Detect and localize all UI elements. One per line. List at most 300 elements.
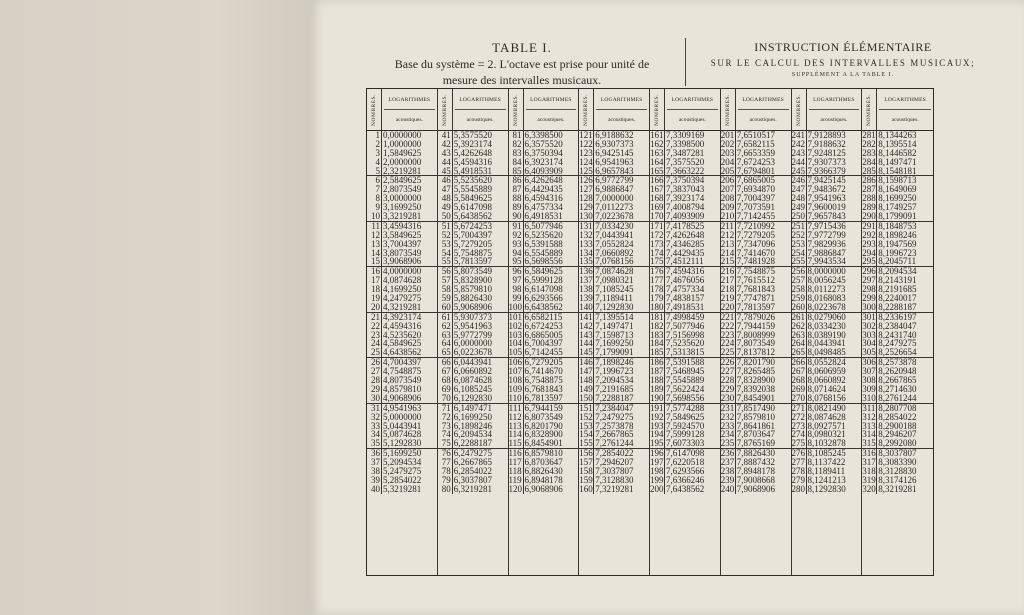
table-row xyxy=(650,485,720,494)
row-block xyxy=(650,449,720,493)
logarithm-cell: 7,3837043 xyxy=(666,185,705,195)
logarithm-cell: 6,4918531 xyxy=(524,212,563,221)
logarithm-cell: 7,2946207 xyxy=(595,458,634,467)
logarithm-cell: 6,2094534 xyxy=(453,430,492,440)
logarithm-cell: 6,8703647 xyxy=(524,458,563,467)
number-cell: 183 xyxy=(650,329,664,340)
number-cell: 106 xyxy=(508,357,522,368)
number-cell: 113 xyxy=(508,420,522,431)
row-block xyxy=(438,131,508,176)
logarithm-cell: 8,0056245 xyxy=(807,276,846,286)
logarithm-cell: 8,2384047 xyxy=(878,321,917,331)
logarithm-cell: 7,7279205 xyxy=(736,230,775,240)
number-cell: 311 xyxy=(862,402,876,413)
number-cell: 181 xyxy=(650,311,664,322)
logarithm-cell: 7,3037807 xyxy=(595,466,634,476)
number-cell: 211 xyxy=(720,220,734,231)
number-cell: 206 xyxy=(720,175,735,186)
row-block xyxy=(509,313,579,358)
number-cell: 302 xyxy=(862,320,876,331)
table-row xyxy=(650,212,720,221)
logarithm-cell: 8,0552824 xyxy=(807,358,846,368)
table-row xyxy=(438,257,508,266)
logarithm-cell: 7,3663222 xyxy=(666,166,705,176)
number-cell: 31 xyxy=(367,404,382,413)
number-cell: 174 xyxy=(650,247,664,258)
row-block xyxy=(579,449,649,493)
logarithm-cell: 8,1649069 xyxy=(878,185,917,195)
number-cell: 282 xyxy=(862,138,876,149)
logarithm-cell: 8,2900188 xyxy=(878,421,917,431)
number-cell: 195 xyxy=(650,438,664,449)
header-rule xyxy=(809,109,860,110)
row-block xyxy=(862,131,933,176)
logarithm-cell: 2,0000000 xyxy=(383,157,422,167)
table-row xyxy=(650,257,720,266)
header-rule xyxy=(738,109,789,110)
row-block xyxy=(438,449,508,493)
logarithm-cell: 7,9068906 xyxy=(736,484,775,494)
number-cell: 281 xyxy=(862,130,876,140)
logarithm-cell: 4,1699250 xyxy=(383,285,422,295)
number-cell: 55 xyxy=(438,257,453,266)
logarithm-cell: 7,1598713 xyxy=(595,330,634,340)
logarithm-cell: 7,2573878 xyxy=(595,421,634,431)
logarithm-cell: 8,1848753 xyxy=(878,221,917,231)
logarithm-cell: 5,0000000 xyxy=(383,412,422,422)
number-cell: 9 xyxy=(367,203,382,212)
table-column-group xyxy=(579,89,650,575)
logarithm-cell: 8,3083390 xyxy=(878,458,917,467)
number-cell: 71 xyxy=(438,404,453,413)
number-cell: 275 xyxy=(791,438,805,449)
number-cell: 131 xyxy=(579,220,593,231)
logarithm-cell: 7,7548875 xyxy=(736,267,775,277)
number-cell: 158 xyxy=(579,465,593,476)
logarithm-cell: 7,4178525 xyxy=(666,221,705,231)
logarithm-cell: 8,3128830 xyxy=(878,466,917,476)
number-cell: 266 xyxy=(791,357,805,368)
number-cell: 315 xyxy=(862,438,876,449)
logarithm-cell: 7,0552824 xyxy=(595,239,634,249)
logarithm-cell: 7,9188632 xyxy=(807,139,846,149)
number-cell: 176 xyxy=(650,266,664,277)
logarithm-cell: 4,8579810 xyxy=(383,384,422,394)
table-caption-line-1: Base du système = 2. L'octave est prise pour unité de xyxy=(394,57,650,71)
logarithm-cell: 4,0000000 xyxy=(383,267,422,277)
number-cell: 287 xyxy=(862,184,876,195)
logarithm-cell: 4,9541963 xyxy=(383,403,422,413)
logarithmes-header xyxy=(736,89,791,130)
logarithmes-header xyxy=(665,89,720,130)
logarithm-cell: 7,3750394 xyxy=(666,176,705,186)
number-cell: 248 xyxy=(791,193,805,204)
running-subtitle: SUR LE CALCUL DES INTERVALLES MUSICAUX; xyxy=(710,58,976,68)
table-row xyxy=(792,394,862,403)
number-cell: 130 xyxy=(579,211,593,222)
table-row xyxy=(721,257,791,266)
row-block xyxy=(862,176,933,221)
logarithm-cell: 7,2384047 xyxy=(595,403,634,413)
table-row xyxy=(438,212,508,221)
row-block xyxy=(721,176,791,221)
logarithm-cell: 6,6293566 xyxy=(524,294,563,303)
number-cell: 294 xyxy=(862,247,876,258)
logarithm-cell: 8,0279060 xyxy=(807,312,846,322)
logarithm-cell: 8,2045711 xyxy=(878,257,917,267)
number-cell: 251 xyxy=(791,220,805,231)
number-cell: 242 xyxy=(791,138,805,149)
column-header xyxy=(721,89,791,131)
number-cell: 133 xyxy=(579,238,593,249)
number-cell: 286 xyxy=(862,175,876,186)
nombres-header-label: NOMBRES. xyxy=(866,93,873,126)
number-cell: 165 xyxy=(650,165,664,176)
number-cell: 293 xyxy=(862,238,876,249)
logarithm-cell: 7,7414670 xyxy=(736,248,775,258)
table-column-group xyxy=(509,89,580,575)
nombres-header xyxy=(579,89,594,130)
row-block xyxy=(509,222,579,267)
number-cell: 157 xyxy=(579,457,593,468)
logarithm-cell: 6,7142455 xyxy=(524,348,563,358)
number-cell: 140 xyxy=(579,301,593,312)
logarithm-cell: 0,0000000 xyxy=(383,131,422,140)
table-row xyxy=(367,257,437,266)
number-cell: 303 xyxy=(862,329,876,340)
number-cell: 103 xyxy=(508,329,522,340)
number-cell: 307 xyxy=(862,366,876,377)
logarithm-cell: 7,4262648 xyxy=(666,230,705,240)
logarithm-cell: 8,1085245 xyxy=(807,449,846,459)
logarithm-cell: 6,5077946 xyxy=(524,221,563,231)
table-column-group xyxy=(721,89,792,575)
logarithm-cell: 5,9772799 xyxy=(453,330,492,340)
logarithm-cell: 7,1898246 xyxy=(595,358,634,368)
table-row xyxy=(367,394,437,403)
number-cell: 175 xyxy=(650,256,664,267)
table-row xyxy=(721,348,791,357)
number-cell: 44 xyxy=(438,158,453,167)
logarithm-cell: 8,1395514 xyxy=(878,139,917,149)
logarithm-cell: 7,8454901 xyxy=(736,393,775,403)
nombres-header-label: NOMBRES. xyxy=(512,93,519,126)
logarithmes-header xyxy=(524,89,579,130)
row-block xyxy=(862,313,933,358)
number-cell: 69 xyxy=(438,385,453,394)
logarithm-cell: 7,4346285 xyxy=(666,239,705,249)
table-row xyxy=(862,394,933,403)
number-cell: 114 xyxy=(508,429,522,440)
row-block xyxy=(579,267,649,312)
nombres-header-label: NOMBRES. xyxy=(724,93,731,126)
number-cell: 148 xyxy=(579,375,593,386)
number-cell: 115 xyxy=(508,438,522,449)
number-cell: 121 xyxy=(579,130,593,140)
logarithm-cell: 7,8201790 xyxy=(736,358,775,368)
logarithm-cell: 6,5999128 xyxy=(524,276,563,286)
number-cell: 164 xyxy=(650,156,664,167)
number-cell: 161 xyxy=(650,130,664,140)
logarithm-cell: 4,4594316 xyxy=(383,321,422,331)
table-row xyxy=(509,348,579,357)
number-cell: 194 xyxy=(650,429,664,440)
logarithm-cell: 7,5235620 xyxy=(666,339,705,349)
number-cell: 108 xyxy=(508,375,522,386)
logarithm-cell: 6,7681843 xyxy=(524,384,563,394)
nombres-header-label: NOMBRES. xyxy=(654,93,660,126)
number-cell: 27 xyxy=(367,367,382,376)
logarithm-cell: 8,3174126 xyxy=(878,475,917,485)
logarithm-cell: 7,6366246 xyxy=(666,475,705,485)
number-cell: 65 xyxy=(438,348,453,357)
row-block xyxy=(792,222,862,267)
logarithm-cell: 3,0000000 xyxy=(383,194,422,204)
logarithm-cell: 6,3923174 xyxy=(524,157,563,167)
number-cell: 162 xyxy=(650,138,664,149)
logarithm-cell: 5,6438562 xyxy=(453,212,492,221)
logarithm-cell: 8,2992080 xyxy=(878,439,917,449)
row-block xyxy=(438,313,508,358)
logarithm-cell: 6,2288187 xyxy=(453,439,492,449)
number-cell: 216 xyxy=(720,266,735,277)
row-block xyxy=(579,131,649,176)
logarithmes-header xyxy=(807,89,862,130)
logarithm-cell: 7,9307373 xyxy=(807,157,846,167)
number-cell: 272 xyxy=(791,411,805,422)
logarithm-cell: 7,7142455 xyxy=(736,212,775,221)
logarithm-cell: 7,5698556 xyxy=(666,393,705,403)
nombres-header xyxy=(792,89,807,130)
number-cell: 269 xyxy=(791,383,805,394)
number-cell: 78 xyxy=(438,467,453,476)
logarithm-cell: 6,0443941 xyxy=(453,358,492,368)
logarithm-cell: 6,0660892 xyxy=(453,367,492,377)
number-cell: 86 xyxy=(509,176,524,185)
logarithm-cell: 6,4757334 xyxy=(524,203,563,213)
number-cell: 241 xyxy=(791,130,805,140)
logarithm-cell: 7,4757334 xyxy=(666,285,705,295)
logarithm-cell: 5,8579810 xyxy=(453,285,492,295)
number-cell: 74 xyxy=(438,430,453,439)
logarithm-cell: 6,6865005 xyxy=(524,330,563,340)
logarithm-cell: 5,9068906 xyxy=(453,302,492,312)
number-cell: 178 xyxy=(650,284,664,295)
logarithm-cell: 7,1395514 xyxy=(595,312,634,322)
row-block xyxy=(650,267,720,312)
logarithm-cell: 8,2854022 xyxy=(878,412,917,422)
nombres-header xyxy=(650,89,665,130)
logarithm-cell: 7,4838157 xyxy=(666,294,705,303)
logarithm-cell: 7,6582115 xyxy=(736,139,775,149)
row-block xyxy=(721,222,791,267)
number-cell: 260 xyxy=(791,301,805,312)
row-block xyxy=(792,358,862,403)
logarithm-cell: 5,4262648 xyxy=(453,148,492,158)
number-cell: 250 xyxy=(791,211,805,222)
logarithm-cell: 6,0874628 xyxy=(453,376,492,385)
logarithm-cell: 6,1497471 xyxy=(453,403,492,413)
number-cell: 112 xyxy=(508,411,522,422)
logarithm-cell: 8,0223678 xyxy=(807,302,846,312)
logarithm-cell: 6,3750394 xyxy=(524,148,563,158)
number-cell: 154 xyxy=(579,429,593,440)
logarithm-cell: 7,5849625 xyxy=(666,412,705,422)
number-cell: 151 xyxy=(579,402,593,413)
number-cell: 127 xyxy=(579,184,593,195)
logarithm-cell: 7,9248125 xyxy=(807,148,846,158)
number-cell: 180 xyxy=(650,301,664,312)
number-cell: 200 xyxy=(650,483,664,494)
logarithm-cell: 5,3219281 xyxy=(383,484,422,494)
logarithm-cell: 6,9772799 xyxy=(595,176,634,186)
number-cell: 122 xyxy=(579,138,593,149)
number-cell: 94 xyxy=(509,249,524,258)
number-cell: 109 xyxy=(508,383,522,394)
number-cell: 3 xyxy=(367,149,382,158)
number-cell: 213 xyxy=(720,238,735,249)
number-cell: 244 xyxy=(791,156,805,167)
header-rule xyxy=(384,109,435,110)
logarithm-cell: 7,9943534 xyxy=(807,257,846,267)
number-cell: 93 xyxy=(509,240,524,249)
supplement-note: SUPPLÉMENT A LA TABLE I. xyxy=(791,72,895,78)
logarithm-cell: 8,2714630 xyxy=(878,384,917,394)
column-body xyxy=(509,131,579,494)
table-row xyxy=(721,485,791,494)
number-cell: 35 xyxy=(367,439,382,448)
number-cell: 123 xyxy=(579,147,593,158)
number-cell: 267 xyxy=(791,366,805,377)
row-block xyxy=(650,404,720,449)
logarithm-cell: 8,0874628 xyxy=(807,412,846,422)
table-row xyxy=(509,394,579,403)
logarithm-cell: 3,3219281 xyxy=(383,212,422,221)
logarithm-cell: 4,7548875 xyxy=(383,367,422,377)
column-body xyxy=(367,131,437,494)
number-cell: 83 xyxy=(509,149,524,158)
number-cell: 63 xyxy=(438,331,453,340)
table-row xyxy=(367,485,437,494)
logarithm-table xyxy=(366,88,934,576)
row-block xyxy=(862,222,933,267)
number-cell: 111 xyxy=(508,402,522,413)
logarithm-cell: 7,0768156 xyxy=(595,257,634,267)
number-cell: 18 xyxy=(367,285,382,294)
number-cell: 170 xyxy=(650,211,664,222)
table-row xyxy=(862,257,933,266)
number-cell: 75 xyxy=(438,439,453,448)
logarithm-cell: 7,8826430 xyxy=(736,449,775,459)
logarithm-cell: 6,9188632 xyxy=(595,131,634,140)
acoustiques-header-label: acoustiques. xyxy=(678,117,706,123)
logarithm-cell: 7,6934870 xyxy=(736,185,775,195)
number-cell: 62 xyxy=(438,322,453,331)
number-cell: 37 xyxy=(367,458,382,467)
number-cell: 72 xyxy=(438,413,453,422)
number-cell: 5 xyxy=(367,167,382,176)
number-cell: 105 xyxy=(508,347,522,358)
number-cell: 87 xyxy=(509,185,524,194)
row-block xyxy=(792,313,862,358)
logarithm-cell: 7,4008794 xyxy=(666,203,705,213)
number-cell: 14 xyxy=(367,249,382,258)
logarithm-cell: 8,1947569 xyxy=(878,239,917,249)
number-cell: 262 xyxy=(791,320,805,331)
number-cell: 313 xyxy=(862,420,876,431)
number-cell: 43 xyxy=(438,149,453,158)
number-cell: 229 xyxy=(720,383,735,394)
row-block xyxy=(438,358,508,403)
logarithm-cell: 8,0927571 xyxy=(807,421,846,431)
number-cell: 295 xyxy=(862,256,876,267)
number-cell: 234 xyxy=(720,429,735,440)
acoustiques-header-label: acoustiques. xyxy=(537,117,565,123)
number-cell: 172 xyxy=(650,229,664,240)
logarithm-cell: 5,1699250 xyxy=(383,449,422,459)
number-cell: 12 xyxy=(367,231,382,240)
logarithm-cell: 2,3219281 xyxy=(383,166,422,176)
number-cell: 92 xyxy=(509,231,524,240)
number-cell: 204 xyxy=(720,156,735,167)
number-cell: 256 xyxy=(791,266,805,277)
logarithm-cell: 7,4512111 xyxy=(666,257,704,267)
number-cell: 54 xyxy=(438,249,453,258)
number-cell: 42 xyxy=(438,140,453,149)
logarithm-cell: 5,2479275 xyxy=(383,466,422,476)
table-caption-line-2: mesure des intervalles musicaux. xyxy=(442,73,602,87)
logarithm-cell: 7,7481928 xyxy=(736,257,775,267)
logarithm-cell: 8,1344263 xyxy=(878,131,917,140)
logarithm-cell: 8,1446582 xyxy=(878,148,917,158)
number-cell: 246 xyxy=(791,175,805,186)
table-row xyxy=(792,348,862,357)
logarithm-cell: 8,2240017 xyxy=(878,294,917,303)
logarithm-cell: 7,8328900 xyxy=(736,376,775,385)
logarithm-cell: 6,1898246 xyxy=(453,421,492,431)
logarithm-cell: 4,0874628 xyxy=(383,276,422,286)
number-cell: 179 xyxy=(650,293,664,304)
number-cell: 34 xyxy=(367,430,382,439)
number-cell: 238 xyxy=(720,465,735,476)
number-cell: 188 xyxy=(650,375,664,386)
logarithm-cell: 6,5698556 xyxy=(524,257,563,267)
number-cell: 182 xyxy=(650,320,664,331)
row-block xyxy=(721,313,791,358)
logarithm-cell: 8,1241213 xyxy=(807,475,846,485)
number-cell: 243 xyxy=(791,147,805,158)
number-cell: 142 xyxy=(579,320,593,331)
number-cell: 149 xyxy=(579,383,593,394)
number-cell: 222 xyxy=(720,320,735,331)
number-cell: 235 xyxy=(720,438,735,449)
number-cell: 278 xyxy=(791,465,805,476)
number-cell: 137 xyxy=(579,275,593,286)
logarithm-cell: 8,1497471 xyxy=(878,157,917,167)
number-cell: 144 xyxy=(579,338,593,349)
number-cell: 189 xyxy=(650,383,664,394)
number-cell: 171 xyxy=(650,220,664,231)
logarithm-cell: 7,4676056 xyxy=(666,276,705,286)
number-cell: 285 xyxy=(862,165,876,176)
number-cell: 232 xyxy=(720,411,735,422)
logarithm-cell: 7,8765169 xyxy=(736,439,775,449)
logarithm-cell: 7,0874628 xyxy=(595,267,634,277)
logarithm-cell: 8,1598713 xyxy=(878,176,917,186)
table-row xyxy=(367,303,437,312)
logarithm-cell: 7,9715436 xyxy=(807,221,846,231)
logarithm-cell: 8,1548181 xyxy=(878,166,917,176)
